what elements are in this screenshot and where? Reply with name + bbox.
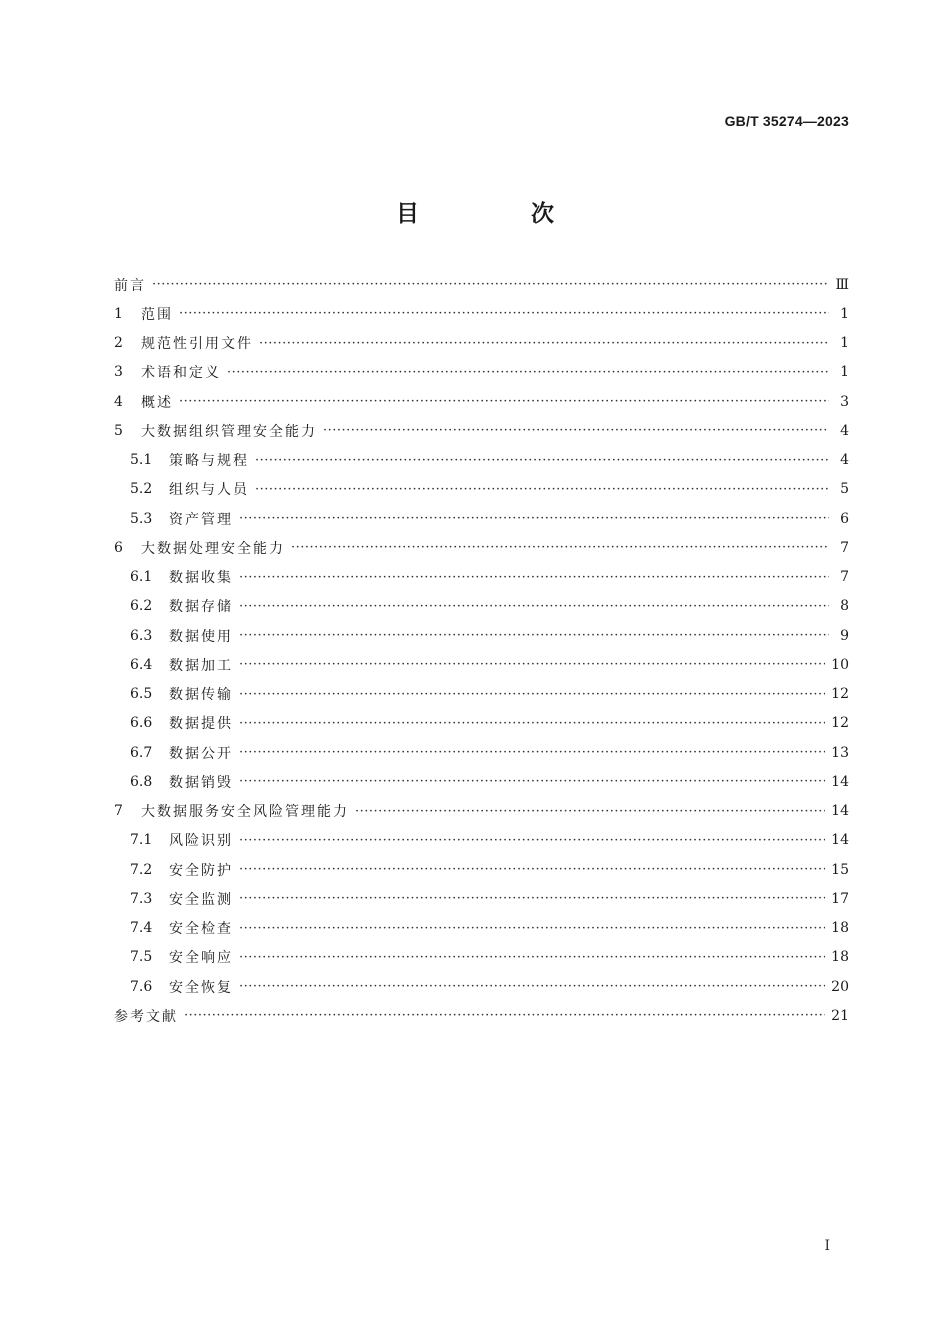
toc-dot-leader: [184, 1008, 825, 1023]
toc-entry[interactable]: [114, 563, 849, 592]
toc-entry[interactable]: [114, 446, 849, 475]
toc-entry-page: 8: [840, 598, 849, 615]
toc-entry[interactable]: [114, 855, 849, 884]
toc-entry-title: 大数据处理安全能力: [141, 540, 285, 557]
toc-entry-page: 10: [831, 656, 849, 673]
page-number: Ⅰ: [824, 1238, 830, 1254]
toc-entry-title: 安全检查: [169, 921, 233, 938]
toc-dot-leader: [239, 921, 825, 936]
toc-entry[interactable]: [114, 329, 849, 358]
toc-entry-number: 6.6: [130, 715, 153, 732]
toc-entry-page: 7: [840, 569, 849, 586]
toc-dot-leader: [152, 277, 829, 292]
toc-entry-number: 6.2: [130, 598, 153, 615]
toc-dot-leader: [239, 979, 825, 994]
toc-entry[interactable]: [114, 680, 849, 709]
toc-entry-number: 5.1: [130, 452, 153, 469]
toc-entry-title: 策略与规程: [169, 453, 249, 470]
toc-entry[interactable]: [114, 416, 849, 445]
toc-entry-page: 20: [831, 978, 849, 995]
toc-entry-number: 4: [114, 393, 123, 410]
toc-entry-page: 18: [831, 949, 849, 966]
toc-entry-number: 5.3: [130, 510, 153, 527]
toc-entry-number: 1: [114, 305, 123, 322]
toc-entry-page: 21: [831, 1007, 849, 1024]
toc-entry-number: 2: [114, 335, 123, 352]
toc-entry-page: Ⅲ: [835, 276, 849, 293]
toc-entry-number: 7.3: [130, 890, 153, 907]
toc-entry-number: 6.5: [130, 686, 153, 703]
toc-entry[interactable]: [114, 621, 849, 650]
toc-entry-number: 7.4: [130, 920, 153, 937]
toc-dot-leader: [291, 540, 829, 555]
toc-dot-leader: [239, 774, 825, 789]
toc-dot-leader: [255, 453, 829, 468]
toc-dot-leader: [239, 950, 825, 965]
toc-entry-page: 7: [840, 539, 849, 556]
toc-entry-title: 资产管理: [169, 511, 233, 528]
toc-entry[interactable]: [114, 914, 849, 943]
toc-entry-title: 数据传输: [169, 687, 233, 704]
toc-entry[interactable]: [114, 475, 849, 504]
toc-entry[interactable]: [114, 358, 849, 387]
toc-entry[interactable]: [114, 972, 849, 1001]
page-title: 目 次: [395, 201, 606, 227]
toc-dot-leader: [239, 833, 825, 848]
toc-entry-title: 规范性引用文件: [141, 336, 253, 353]
toc-dot-leader: [179, 394, 829, 409]
toc-entry-page: 14: [831, 803, 849, 820]
toc-entry-page: 14: [831, 832, 849, 849]
toc-entry-number: 7.5: [130, 949, 153, 966]
toc-entry[interactable]: [114, 592, 849, 621]
toc-entry[interactable]: [114, 943, 849, 972]
toc-dot-leader: [179, 306, 829, 321]
toc-entry-title: 数据存储: [169, 599, 233, 616]
toc-entry-title: 安全恢复: [169, 979, 233, 996]
toc-dot-leader: [239, 862, 825, 877]
toc-entry[interactable]: [114, 884, 849, 913]
toc-entry[interactable]: [114, 767, 849, 796]
toc-entry[interactable]: [114, 504, 849, 533]
toc-dot-leader: [239, 687, 825, 702]
toc-entry-page: 4: [840, 452, 849, 469]
toc-dot-leader: [239, 891, 825, 906]
toc-entry-title: 安全防护: [169, 862, 233, 879]
toc-entry-page: 9: [840, 627, 849, 644]
toc-entry-title: 安全响应: [169, 950, 233, 967]
toc-entry-page: 13: [831, 744, 849, 761]
toc-entry[interactable]: [114, 709, 849, 738]
toc-entry[interactable]: [114, 650, 849, 679]
toc-entry-page: 1: [840, 335, 849, 352]
toc-dot-leader: [239, 657, 825, 672]
toc-dot-leader: [259, 336, 829, 351]
toc-entry-title: 数据提供: [169, 716, 233, 733]
toc-entry-number: 7.6: [130, 978, 153, 995]
toc-entry-page: 17: [831, 890, 849, 907]
toc-entry[interactable]: [114, 299, 849, 328]
toc-entry-title: 概述: [141, 394, 173, 411]
toc-entry[interactable]: [114, 797, 849, 826]
toc-entry-page: 4: [840, 422, 849, 439]
toc-entry-page: 14: [831, 773, 849, 790]
toc-entry-number: 6.7: [130, 744, 153, 761]
toc-entry-title: 术语和定义: [141, 365, 221, 382]
toc-entry-page: 15: [831, 861, 849, 878]
toc-entry-page: 12: [831, 686, 849, 703]
toc-entry[interactable]: [114, 738, 849, 767]
toc-entry-title: 安全监测: [169, 891, 233, 908]
toc-entry-page: 3: [840, 393, 849, 410]
toc-entry-page: 18: [831, 920, 849, 937]
toc-entry-title: 数据使用: [169, 628, 233, 645]
toc-entry-page: 5: [840, 481, 849, 498]
toc-entry-title: 数据加工: [169, 657, 233, 674]
toc-entry-page: 6: [840, 510, 849, 527]
toc-dot-leader: [239, 628, 829, 643]
toc-entry-title: 风险识别: [169, 833, 233, 850]
toc-entry[interactable]: [114, 1001, 849, 1030]
toc-entry-number: 7.2: [130, 861, 153, 878]
toc-entry-page: 1: [840, 305, 849, 322]
toc-entry-number: 7.1: [130, 832, 153, 849]
toc-entry-title: 范围: [141, 306, 173, 323]
toc-entry-title: 数据收集: [169, 570, 233, 587]
toc-entry-number: 6.3: [130, 627, 153, 644]
toc-dot-leader: [239, 745, 825, 760]
toc-entry-number: 6.1: [130, 569, 153, 586]
toc-dot-leader: [227, 365, 829, 380]
toc-dot-leader: [255, 482, 829, 497]
toc-entry-title: 组织与人员: [169, 482, 249, 499]
toc-entry-number: 7: [114, 803, 123, 820]
toc-entry-title: 前言: [114, 277, 146, 294]
toc-entry-number: 6: [114, 539, 123, 556]
toc-entry-number: 5: [114, 422, 123, 439]
toc-dot-leader: [239, 716, 825, 731]
toc-entry-title: 大数据服务安全风险管理能力: [141, 804, 349, 821]
standard-code: GB/T 35274—2023: [724, 113, 849, 129]
toc-dot-leader: [239, 570, 829, 585]
toc-entry-title: 数据销毁: [169, 774, 233, 791]
toc-entry-number: 3: [114, 364, 123, 381]
toc-dot-leader: [355, 804, 825, 819]
toc-dot-leader: [323, 423, 829, 438]
toc-entry-page: 1: [840, 364, 849, 381]
toc-entry-title: 参考文献: [114, 1008, 178, 1025]
toc-dot-leader: [239, 599, 829, 614]
toc-entry-number: 5.2: [130, 481, 153, 498]
toc-dot-leader: [239, 511, 829, 526]
toc-entry-number: 6.4: [130, 656, 153, 673]
toc-entry[interactable]: [114, 387, 849, 416]
toc-entry-number: 6.8: [130, 773, 153, 790]
toc-entry[interactable]: [114, 826, 849, 855]
toc-entry-title: 数据公开: [169, 745, 233, 762]
toc-entry[interactable]: [114, 270, 849, 299]
table-of-contents: [114, 270, 849, 1031]
toc-entry[interactable]: [114, 533, 849, 562]
toc-entry-page: 12: [831, 715, 849, 732]
toc-entry-title: 大数据组织管理安全能力: [141, 423, 317, 440]
